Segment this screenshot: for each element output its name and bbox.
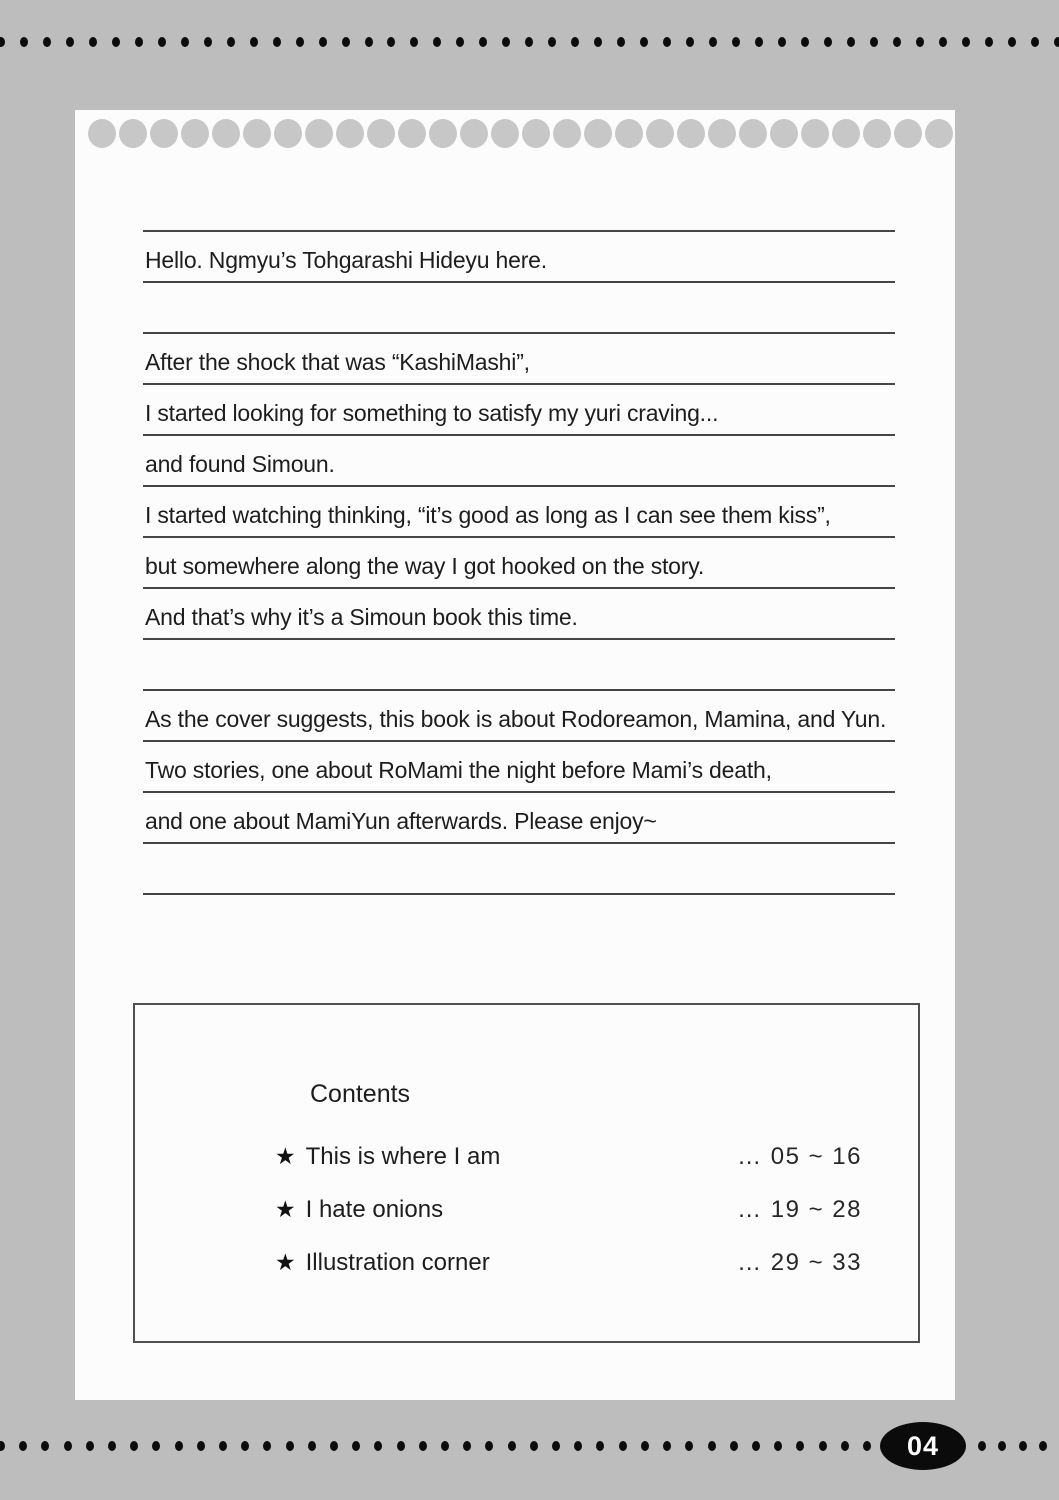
dot <box>250 37 258 47</box>
dot <box>732 37 740 47</box>
toc-label-text: Illustration corner <box>305 1248 490 1276</box>
dot <box>158 37 166 47</box>
dot <box>112 37 120 47</box>
note-text: After the shock that was “KashiMashi”, <box>145 349 530 375</box>
dot <box>571 37 579 47</box>
circle <box>88 119 116 148</box>
dot <box>463 1441 471 1451</box>
circle <box>181 119 209 148</box>
ruled-note-area <box>143 230 895 895</box>
dot <box>352 1441 360 1451</box>
note-line <box>143 793 895 844</box>
dot <box>552 1441 560 1451</box>
circle <box>398 119 426 148</box>
dot <box>824 37 832 47</box>
note-line <box>143 538 895 589</box>
note-text: I started watching thinking, “it’s good as long as I can see them kiss”, <box>145 502 831 528</box>
dot <box>978 1441 986 1451</box>
dot <box>998 1441 1006 1451</box>
dot <box>273 37 281 47</box>
dot <box>197 1441 205 1451</box>
dot <box>709 37 717 47</box>
circle <box>367 119 395 148</box>
dot <box>485 1441 493 1451</box>
dot <box>263 1441 271 1451</box>
note-text <box>143 325 145 332</box>
circle <box>925 119 953 148</box>
dot <box>241 1441 249 1451</box>
circle <box>491 119 519 148</box>
dot <box>508 1441 516 1451</box>
dot <box>19 1441 27 1451</box>
note-text: Two stories, one about RoMami the night before Mami’s death, <box>145 757 772 783</box>
dot <box>319 37 327 47</box>
dot <box>342 37 350 47</box>
dot <box>479 37 487 47</box>
note-line <box>143 436 895 487</box>
dot <box>181 37 189 47</box>
dot <box>66 37 74 47</box>
circle <box>460 119 488 148</box>
circle <box>646 119 674 148</box>
note-line <box>143 385 895 436</box>
star-icon: ★ <box>275 1196 296 1222</box>
circle <box>894 119 922 148</box>
circle <box>584 119 612 148</box>
dot <box>663 1441 671 1451</box>
page-number: 04 <box>906 1430 940 1461</box>
dot <box>20 37 28 47</box>
circle-decoration-row <box>88 119 953 148</box>
dot <box>286 1441 294 1451</box>
toc-label-text: I hate onions <box>305 1195 444 1223</box>
dot <box>574 1441 582 1451</box>
note-line <box>143 334 895 385</box>
note-line <box>143 232 895 283</box>
note-line <box>143 283 895 334</box>
circle <box>770 119 798 148</box>
dot <box>774 1441 782 1451</box>
dot <box>374 1441 382 1451</box>
dot <box>387 37 395 47</box>
circle <box>243 119 271 148</box>
toc-item <box>275 1183 862 1236</box>
dot <box>641 1441 649 1451</box>
circle <box>274 119 302 148</box>
dot <box>41 1441 49 1451</box>
dot <box>296 37 304 47</box>
dot <box>419 1441 427 1451</box>
page <box>75 110 955 1400</box>
dot <box>962 37 970 47</box>
dot <box>1008 37 1016 47</box>
dot <box>135 37 143 47</box>
dot <box>433 37 441 47</box>
top-dotted-border <box>0 37 1059 47</box>
circle <box>553 119 581 148</box>
note-text: and one about MamiYun afterwards. Please enjoy~ <box>145 808 657 834</box>
note-text <box>143 886 145 893</box>
dot <box>755 37 763 47</box>
dot <box>752 1441 760 1451</box>
dot <box>0 37 5 47</box>
dot <box>441 1441 449 1451</box>
contents-title: Contents <box>310 1080 411 1108</box>
toc-label <box>275 1196 443 1224</box>
bottom-dots-right <box>966 1441 1059 1451</box>
note-text: I started looking for something to satisfy my yuri craving... <box>145 400 719 426</box>
circle <box>522 119 550 148</box>
dot <box>730 1441 738 1451</box>
table-of-contents <box>275 1130 862 1289</box>
circle <box>863 119 891 148</box>
dot <box>89 37 97 47</box>
dot <box>64 1441 72 1451</box>
dot <box>796 1441 804 1451</box>
circle <box>615 119 643 148</box>
toc-item <box>275 1236 862 1289</box>
circle <box>708 119 736 148</box>
dot <box>204 37 212 47</box>
circle <box>739 119 767 148</box>
circle <box>832 119 860 148</box>
note-text: and found Simoun. <box>145 451 335 477</box>
note-line <box>143 640 895 691</box>
note-text <box>143 682 145 689</box>
dot <box>916 37 924 47</box>
note-line <box>143 742 895 793</box>
note-text: but somewhere along the way I got hooked on the story. <box>145 553 705 579</box>
toc-page-range: … 19 ~ 28 <box>737 1195 862 1223</box>
dot <box>847 37 855 47</box>
dot <box>0 1441 5 1451</box>
circle <box>305 119 333 148</box>
circle <box>429 119 457 148</box>
dot <box>640 37 648 47</box>
dot <box>939 37 947 47</box>
note-line <box>143 589 895 640</box>
star-icon: ★ <box>275 1143 296 1169</box>
circle <box>119 119 147 148</box>
bottom-dotted-border <box>0 1421 1059 1471</box>
dot <box>870 37 878 47</box>
dot <box>686 37 694 47</box>
note-text: As the cover suggests, this book is about Rodoreamon, Mamina, and Yun. <box>145 706 887 732</box>
bottom-dots-left <box>0 1441 871 1451</box>
dot <box>108 1441 116 1451</box>
contents-box <box>133 1003 920 1343</box>
note-text: And that’s why it’s a Simoun book this time. <box>145 604 578 630</box>
dot <box>548 37 556 47</box>
circle <box>801 119 829 148</box>
circle <box>336 119 364 148</box>
note-line <box>143 487 895 538</box>
dot <box>617 37 625 47</box>
note-line <box>143 691 895 742</box>
dot <box>596 1441 604 1451</box>
dot <box>619 1441 627 1451</box>
note-text: Hello. Ngmyu’s Tohgarashi Hideyu here. <box>145 247 547 273</box>
dot <box>1019 1441 1027 1451</box>
dot <box>685 1441 693 1451</box>
dot <box>175 1441 183 1451</box>
dot <box>863 1441 871 1451</box>
dot <box>227 37 235 47</box>
toc-page-range: … 29 ~ 33 <box>737 1248 862 1276</box>
dot <box>594 37 602 47</box>
dot <box>893 37 901 47</box>
circle <box>212 119 240 148</box>
dot <box>397 1441 405 1451</box>
page-number-badge <box>880 1422 966 1470</box>
dot <box>308 1441 316 1451</box>
dot <box>1031 37 1039 47</box>
dot <box>663 37 671 47</box>
dot <box>525 37 533 47</box>
dot <box>43 37 51 47</box>
dot <box>330 1441 338 1451</box>
dot <box>841 1441 849 1451</box>
dot <box>819 1441 827 1451</box>
dot <box>708 1441 716 1451</box>
dot <box>365 37 373 47</box>
dot <box>530 1441 538 1451</box>
dot <box>778 37 786 47</box>
dot <box>985 37 993 47</box>
dot <box>1054 37 1059 47</box>
dot <box>410 37 418 47</box>
circle <box>150 119 178 148</box>
dot <box>456 37 464 47</box>
dot <box>502 37 510 47</box>
toc-item <box>275 1130 862 1183</box>
toc-page-range: … 05 ~ 16 <box>737 1142 862 1170</box>
note-line <box>143 844 895 895</box>
toc-label-text: This is where I am <box>305 1142 501 1170</box>
star-icon: ★ <box>275 1249 296 1275</box>
dot <box>219 1441 227 1451</box>
dot <box>152 1441 160 1451</box>
toc-label <box>275 1143 500 1171</box>
dot <box>86 1441 94 1451</box>
toc-label <box>275 1249 490 1277</box>
circle <box>677 119 705 148</box>
dot <box>1039 1441 1047 1451</box>
dot <box>801 37 809 47</box>
dot <box>130 1441 138 1451</box>
